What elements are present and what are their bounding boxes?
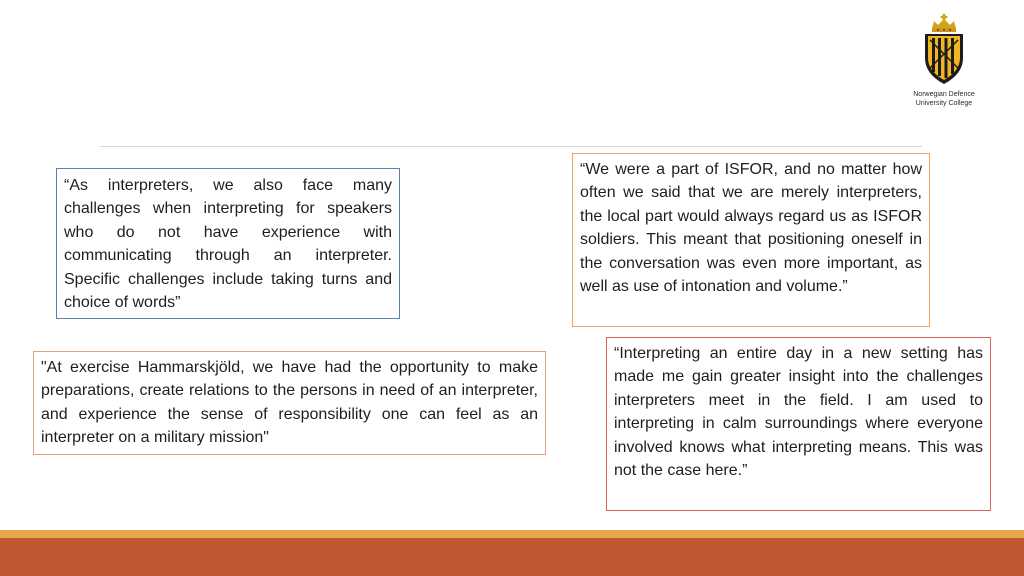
quote-text: “As interpreters, we also face many challenges when interpreting for speakers who do not have experience with communicating through an interpreter. Specific challenges include taking turns and choice of words”: [64, 177, 392, 312]
quote-box-challenges: [56, 168, 400, 319]
university-crest-icon: [922, 14, 966, 86]
logo: [898, 14, 990, 108]
quote-box-isfor: [572, 153, 930, 327]
quote-box-hammarskjold: [33, 351, 546, 455]
header-divider: [100, 146, 922, 147]
footer-accent-stripe: [0, 530, 1024, 538]
quote-text: “We were a part of ISFOR, and no matter how often we said that we are merely interpreters, the local part would always regard us as ISFOR soldiers. This meant that positioning oneself in the conversation was even more important, as well as use of intonation and volume.”: [580, 161, 922, 296]
footer-band: [0, 538, 1024, 576]
quote-text: "At exercise Hammarskjöld, we have had the opportunity to make preparations, create relations to the persons in need of an interpreter, and experience the sense of responsibility one can feel as an interpreter on a military mission": [41, 359, 538, 447]
logo-line-2: University College: [915, 100, 973, 107]
quote-text: “Interpreting an entire day in a new setting has made me gain greater insight into the challenges interpreters meet in the field. I am used to interpreting in calm surroundings where everyone involved knows what interpreting means. This was not the case here.”: [614, 345, 983, 480]
quote-box-new-setting: [606, 337, 991, 511]
logo-text: [898, 90, 990, 108]
logo-line-1: Norwegian Defence: [913, 91, 975, 98]
